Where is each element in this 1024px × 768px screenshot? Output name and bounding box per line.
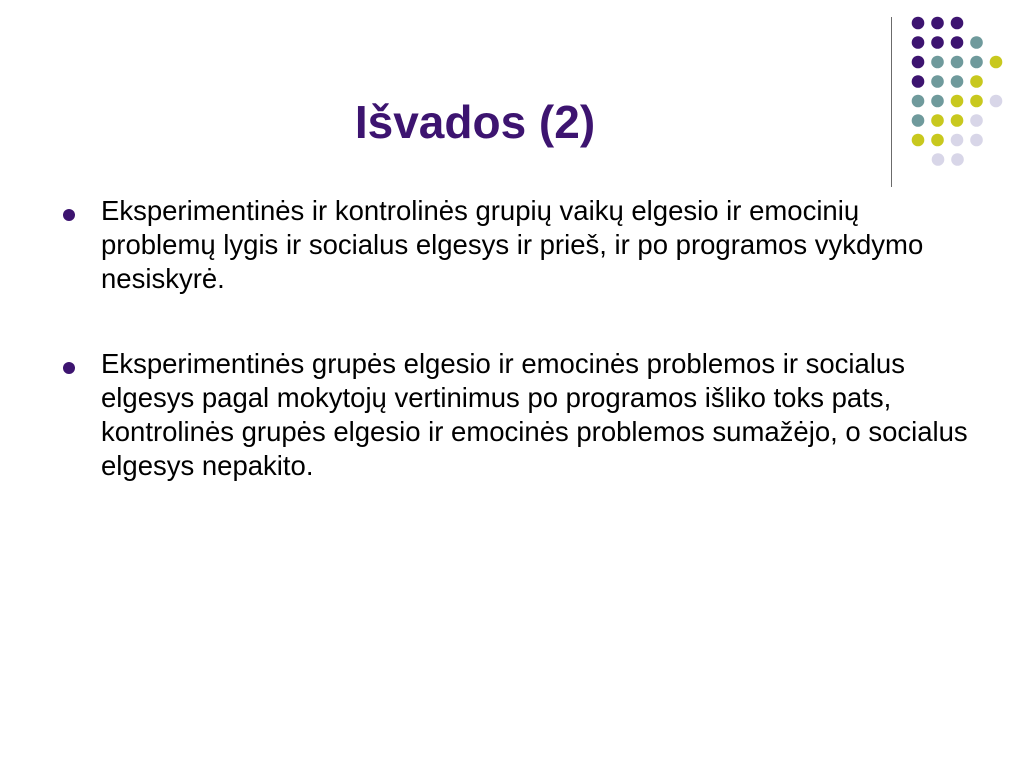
- decor-dot: [951, 56, 964, 69]
- decor-dot: [912, 17, 925, 30]
- decor-dot: [951, 36, 964, 49]
- decor-dot: [912, 36, 925, 49]
- decor-dot: [931, 17, 944, 30]
- decor-dot: [912, 75, 925, 88]
- decor-dot: [970, 114, 983, 127]
- decor-dot: [970, 134, 983, 147]
- slide-title: Išvados (2): [354, 96, 596, 148]
- decor-dot: [931, 75, 944, 88]
- decor-dot: [970, 95, 983, 108]
- decor-dot: [931, 56, 944, 69]
- bullet-icon: [63, 209, 75, 221]
- decor-dot: [931, 36, 944, 49]
- bullet-text: Eksperimentinės ir kontrolinės grupių vaikų elgesio ir emocinių problemų lygis ir socialus elgesys ir prieš, ir po programos vykdymo nesiskyrė.: [101, 195, 924, 294]
- decor-dot: [951, 134, 964, 147]
- decor-dot: [951, 17, 964, 30]
- bullet-item: [60, 194, 980, 296]
- decor-dot: [990, 95, 1003, 108]
- decor-dot: [951, 75, 964, 88]
- decor-dot: [951, 95, 964, 108]
- decor-dot: [951, 153, 964, 166]
- decor-dot: [970, 36, 983, 49]
- bullet-text: Eksperimentinės grupės elgesio ir emocinės problemos ir socialus elgesys pagal mokytojų vertinimus po programos išliko toks pats, kontrolinės grupės elgesio ir emocinės problemos sumažėjo, o socialus elgesys nepakito.: [101, 348, 968, 481]
- decor-dot: [951, 114, 964, 127]
- bullet-icon: [63, 362, 75, 374]
- decor-dot: [970, 75, 983, 88]
- decor-dot: [912, 56, 925, 69]
- decor-dot: [990, 56, 1003, 69]
- decor-dot: [932, 153, 945, 166]
- bullet-list: [60, 194, 980, 534]
- decor-dot: [970, 56, 983, 69]
- bullet-item: [60, 347, 980, 483]
